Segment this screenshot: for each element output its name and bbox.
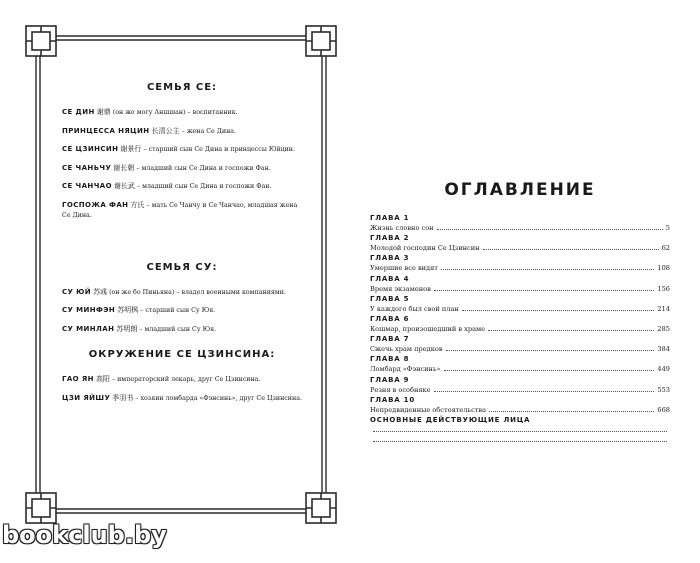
character-name: СЕ ЧАНЬЧУ — [62, 163, 112, 172]
toc-label: ГЛАВА 5 — [370, 294, 410, 303]
toc-label: Умершие все видят — [370, 264, 438, 273]
right-page — [370, 0, 690, 563]
character-entry — [62, 324, 302, 336]
toc-label: Молодой господин Се Цзинсин — [370, 244, 480, 253]
toc-label: ОСНОВНЫЕ ДЕЙСТВУЮЩИЕ ЛИЦА — [370, 415, 531, 424]
character-hanzi: 谢鼎 — [96, 108, 111, 116]
toc-entry[interactable] — [370, 305, 670, 315]
character-desc: – мать Се Чанчу и Се Чанчао, младшая жена Се Дина. — [62, 201, 298, 219]
toc-entry[interactable] — [370, 406, 670, 416]
character-hanzi: 苏彧 — [93, 287, 108, 296]
character-name: СЕ ЧАНЧАО — [62, 182, 112, 190]
character-desc: – хозяин ломбарда «Фэнсинь», друг Се Цзинсина. — [135, 394, 302, 402]
character-name: СЕ ЦЗИНСИН — [62, 145, 119, 153]
dot-leader — [489, 406, 654, 412]
section-title: ОКРУЖЕНИЕ СЕ ЦЗИНСИНА: — [88, 349, 276, 360]
toc-label: ГЛАВА 4 — [370, 274, 410, 283]
character-name: ЦЗИ ЯЙШУ — [62, 393, 111, 402]
toc-chapter[interactable] — [370, 214, 670, 224]
character-hanzi: 苏明枫 — [117, 306, 139, 314]
toc-page-number: 449 — [657, 365, 670, 374]
section-entourage — [62, 349, 302, 404]
character-desc: (он же бо Пиньяна) – владел военными компаниями. — [109, 288, 286, 296]
character-desc: – младший сын Се Дина и госпожи Фан. — [136, 164, 271, 172]
toc-label: ГЛАВА 6 — [370, 314, 410, 323]
toc-entry[interactable] — [370, 264, 670, 274]
toc-label: Сжечь храм предков — [370, 345, 443, 354]
toc-entry[interactable] — [370, 224, 670, 234]
dot-leader — [434, 386, 655, 392]
toc-label: Кошмар, произошедший в храме — [370, 325, 486, 334]
character-desc: – старший сын Се Дина и принцессы Юйцин. — [143, 146, 296, 153]
character-name: СУ ЮЙ — [62, 287, 92, 296]
toc-page-number: 668 — [657, 405, 670, 414]
toc-chapter[interactable] — [370, 416, 670, 426]
toc-chapter[interactable] — [370, 234, 670, 244]
toc-label: ГЛАВА 10 — [370, 395, 416, 404]
toc-page-number: 553 — [657, 385, 670, 394]
toc-chapter[interactable] — [370, 315, 670, 325]
left-page — [22, 22, 340, 527]
dot-leader — [373, 426, 667, 432]
toc-label: ГЛАВА 7 — [370, 335, 410, 344]
toc-title: ОГЛАВЛЕНИЕ — [444, 180, 596, 200]
chinese-knot-corner-icon — [306, 26, 336, 56]
character-hanzi: 谢长朝 — [113, 163, 135, 172]
character-entry — [62, 305, 302, 317]
character-entry — [62, 200, 302, 222]
toc-label: ГЛАВА 8 — [370, 355, 410, 364]
character-desc: – жена Се Дина. — [181, 127, 237, 135]
section-family-su — [62, 262, 302, 336]
characters-list — [62, 82, 302, 411]
character-hanzi: 季羽书 — [112, 393, 134, 402]
chinese-knot-corner-icon — [26, 493, 56, 523]
character-hanzi: 高阳 — [95, 375, 110, 383]
section-family-se — [62, 82, 302, 222]
dot-leader — [434, 285, 655, 291]
toc-page-number: 285 — [657, 325, 670, 334]
character-desc: – младший сын Се Дина и госпожи Фан. — [136, 183, 272, 190]
dot-leader — [444, 365, 655, 371]
character-desc: – младший сын Су Юя. — [139, 325, 217, 333]
character-entry — [62, 144, 302, 156]
toc-label: Непредвиденные обстоятельства — [370, 405, 487, 414]
character-desc: (он же могу Аншшан) – воспитанник. — [112, 109, 238, 116]
section-title: СЕМЬЯ СЕ: — [146, 82, 218, 93]
character-name: СУ МИНЛАН — [62, 324, 115, 333]
character-desc: – императорский лекарь, друг Се Цзинсина. — [111, 376, 261, 383]
toc-chapter[interactable] — [370, 275, 670, 285]
toc-entry[interactable] — [370, 345, 670, 355]
dot-leader — [441, 264, 654, 270]
toc-label: Время экзаменов — [370, 284, 431, 293]
section-title: СЕМЬЯ СУ: — [146, 261, 218, 273]
character-desc: – старший сын Су Юя. — [140, 307, 216, 314]
character-entry — [62, 107, 302, 119]
character-entry — [62, 126, 302, 138]
toc-page-number: 5 — [665, 224, 670, 233]
toc-label: Ломбард «Фэнсинь» — [370, 365, 441, 374]
toc-label: ГЛАВА 9 — [370, 375, 410, 384]
toc-entry[interactable] — [370, 386, 670, 396]
chinese-knot-corner-icon — [26, 26, 56, 56]
toc-label: Резня в особняке — [370, 385, 431, 394]
toc-chapter[interactable] — [370, 295, 670, 305]
character-name: СУ МИНФЭН — [62, 306, 116, 314]
character-name: ГАО ЯН — [62, 375, 94, 383]
dot-leader — [483, 244, 659, 250]
toc-label: ГЛАВА 3 — [370, 254, 410, 263]
toc-page-number: 214 — [657, 304, 670, 313]
toc-page-number: 156 — [657, 284, 670, 293]
toc-label: Жизнь словно сон — [370, 224, 434, 233]
toc-chapter[interactable] — [370, 396, 670, 406]
character-name: ПРИНЦЕССА НЯЦИН — [62, 126, 150, 135]
toc-entry-characters[interactable] — [370, 436, 670, 446]
character-entry — [62, 287, 302, 299]
toc-entry[interactable] — [370, 426, 670, 436]
dot-leader — [437, 224, 663, 230]
toc-chapter[interactable] — [370, 376, 670, 386]
toc-chapter[interactable] — [370, 335, 670, 345]
toc-page-number: 62 — [661, 244, 670, 253]
toc-entry[interactable] — [370, 365, 670, 375]
dot-leader — [462, 305, 655, 311]
dot-leader — [446, 345, 655, 351]
character-hanzi: 苏明朗 — [116, 324, 138, 333]
toc-label: ГЛАВА 1 — [370, 214, 410, 222]
character-entry — [62, 163, 302, 175]
watermark-logo: bookclub.by — [2, 521, 167, 549]
toc-entry[interactable] — [370, 285, 670, 295]
chinese-knot-corner-icon — [306, 493, 336, 523]
toc-entry[interactable] — [370, 325, 670, 335]
table-of-contents — [370, 214, 670, 446]
character-hanzi: 长清公主 — [151, 126, 180, 135]
character-entry — [62, 393, 302, 405]
character-hanzi: 谢长武 — [113, 182, 135, 190]
character-hanzi: 谢景行 — [120, 145, 142, 153]
dot-leader — [373, 436, 667, 442]
character-hanzi: 方氏 — [130, 200, 145, 209]
toc-chapter[interactable] — [370, 355, 670, 365]
toc-label: У каждого был свой план — [370, 304, 459, 313]
toc-label: ГЛАВА 2 — [370, 234, 410, 243]
dot-leader — [488, 325, 654, 331]
character-name: ГОСПОЖА ФАН — [62, 200, 129, 209]
toc-page-number: 384 — [657, 345, 670, 354]
toc-page-number: 108 — [657, 264, 670, 273]
character-entry — [62, 181, 302, 193]
character-entry — [62, 374, 302, 386]
toc-entry[interactable] — [370, 244, 670, 254]
toc-chapter[interactable] — [370, 254, 670, 264]
character-name: СЕ ДИН — [62, 108, 95, 116]
